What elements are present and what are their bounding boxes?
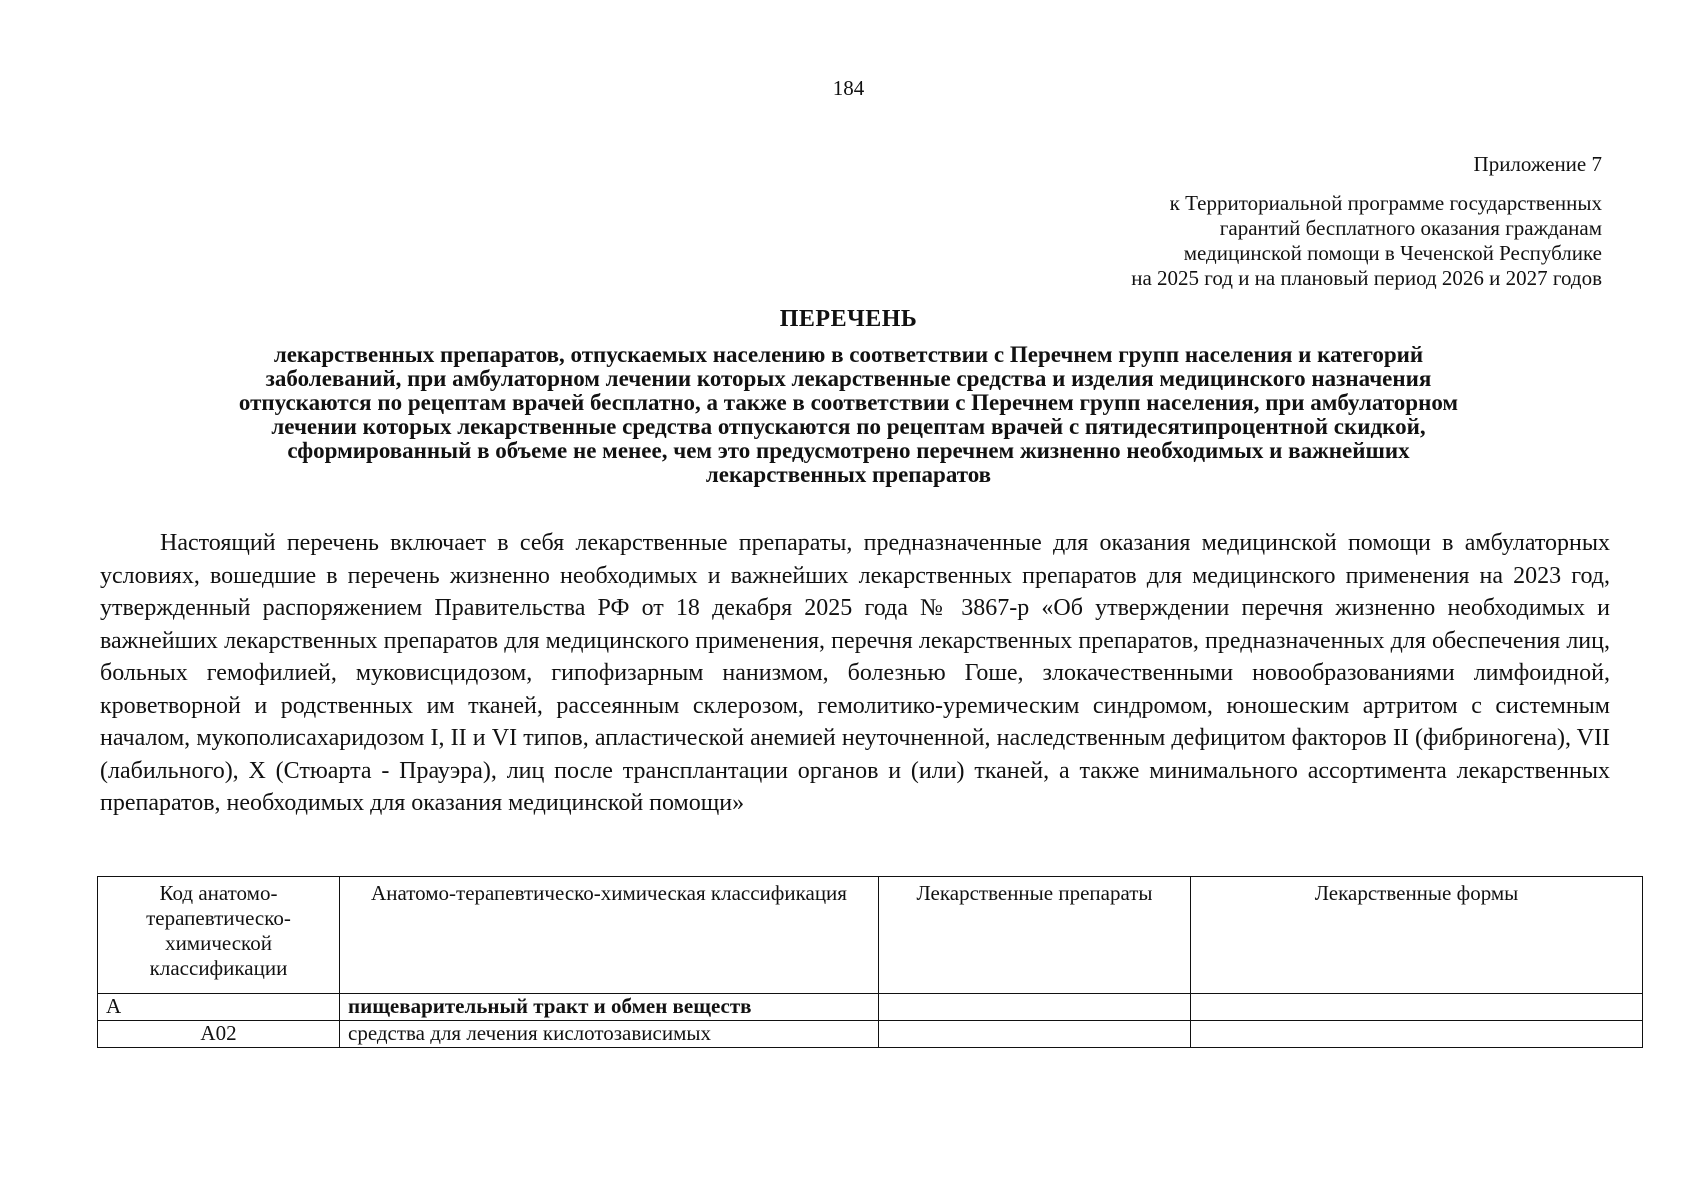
header-atc-classification: Анатомо-терапевтическо-химическая классификация xyxy=(340,877,879,994)
subtitle-line: лечении которых лекарственные средства отпускаются по рецептам врачей с пятидесятипроцентной скидкой, xyxy=(271,414,1426,439)
subtitle-line: отпускаются по рецептам врачей бесплатно, а также в соответствии с Перечнем групп населения, при амбулаторном xyxy=(238,390,1459,415)
subtitle-line: сформированный в объеме не менее, чем это предусмотрено перечнем жизненно необходимых и важнейших xyxy=(287,438,1410,463)
page-number: 184 xyxy=(832,76,865,100)
table-header-row xyxy=(98,877,1643,994)
appendix-line: медицинской помощи в Чеченской Республике xyxy=(1183,241,1602,265)
appendix-label: Приложение 7 xyxy=(1473,152,1602,176)
document-title: ПЕРЕЧЕНЬ xyxy=(779,306,918,332)
subtitle-line: лекарственных препаратов xyxy=(705,462,992,487)
cell-drugs xyxy=(879,994,1191,1021)
table-row xyxy=(98,1021,1643,1048)
subtitle-line: заболеваний, при амбулаторном лечении которых лекарственные средства и изделия медицинского назначения xyxy=(265,366,1432,391)
cell-classification: средства для лечения кислотозависимых xyxy=(340,1021,879,1048)
cell-code: А02 xyxy=(98,1021,340,1048)
subtitle-line: лекарственных препаратов, отпускаемых населению в соответствии с Перечнем групп населения и категорий xyxy=(273,342,1424,367)
cell-forms xyxy=(1191,994,1643,1021)
header-drugs: Лекарственные препараты xyxy=(879,877,1191,994)
document-subtitle xyxy=(80,343,1617,487)
header-drug-forms: Лекарственные формы xyxy=(1191,877,1643,994)
header-atc-code: Код анатомо-терапевтическо-химической классификации xyxy=(98,877,340,994)
cell-classification: пищеварительный тракт и обмен веществ xyxy=(340,994,879,1021)
appendix-line: на 2025 год и на плановый период 2026 и 2027 годов xyxy=(1131,266,1602,290)
cell-code: А xyxy=(98,994,340,1021)
cell-forms xyxy=(1191,1021,1643,1048)
appendix-block xyxy=(1131,152,1602,291)
cell-drugs xyxy=(879,1021,1191,1048)
appendix-line: к Территориальной программе государственных xyxy=(1169,191,1602,215)
drug-list-table xyxy=(97,876,1643,1048)
intro-paragraph: Настоящий перечень включает в себя лекарственные препараты, предназначенные для оказания медицинской помощи в амбулаторных условиях, вошедшие в перечень жизненно необходимых и важнейших лекарственных препаратов для медицинского применения на 2023 год, утвержденный распоряжением Правительства РФ от 18 декабря 2025 года № 3867-р «Об утверждении перечня жизненно необходимых и важнейших лекарственных препаратов для медицинского применения, перечня лекарственных препаратов, предназначенных для обеспечения лиц, больных гемофилией, муковисцидозом, гипофизарным нанизмом, болезнью Гоше, злокачественными новообразованиями лимфоидной, кроветворной и родственных им тканей, рассеянным склерозом, гемолитико-уремическим синдромом, юношеским артритом с системным началом, мукополисахаридозом I, II и VI типов, апластической анемией неуточненной, наследственным дефицитом факторов II (фибриногена), VII (лабильного), X (Стюарта - Прауэра), лиц после трансплантации органов и (или) тканей, а также минимального ассортимента лекарственных препаратов, необходимых для оказания медицинской помощи» xyxy=(100,530,1610,816)
table-row xyxy=(98,994,1643,1021)
appendix-line: гарантий бесплатного оказания гражданам xyxy=(1219,216,1602,240)
